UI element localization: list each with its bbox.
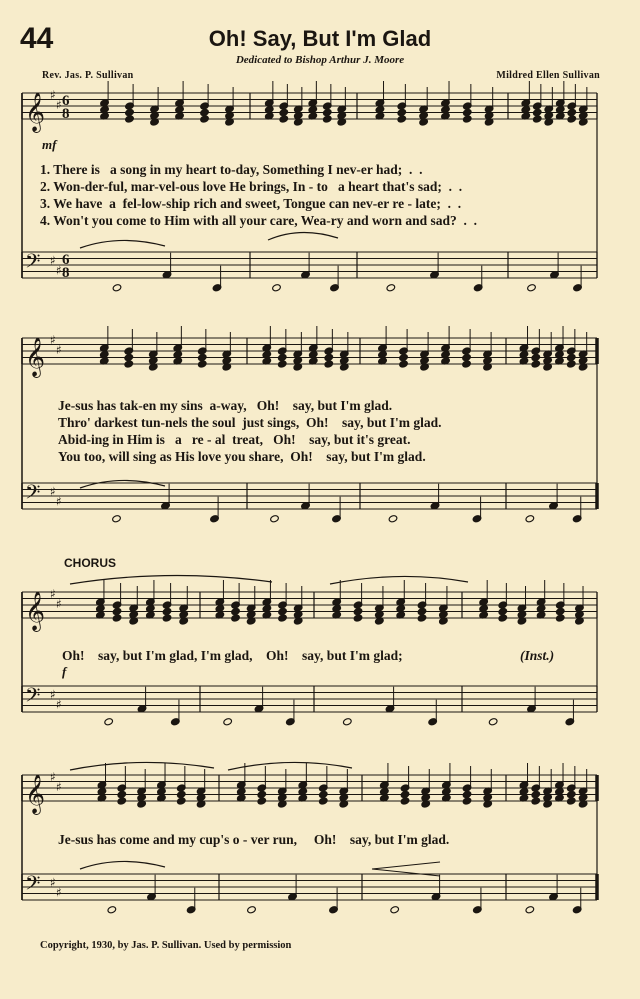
notehead	[390, 906, 400, 914]
slur	[80, 861, 165, 869]
sharp-icon: ♯	[50, 770, 56, 784]
notehead	[525, 515, 535, 523]
verse-2-line-1: 2. Won-der-ful, mar-vel-ous love He brings, In - to a heart that's sad; . .	[40, 179, 463, 194]
notehead	[247, 906, 257, 914]
time-signature-bottom: 8	[62, 106, 70, 122]
hymn-title: Oh! Say, But I'm Glad	[208, 26, 432, 51]
time-signature-top: 6	[62, 252, 70, 268]
slur	[70, 575, 272, 584]
notehead	[388, 515, 398, 523]
sharp-icon: ♯	[50, 88, 56, 102]
verse-3-line-1: 3. We have a fel-low-ship rich and sweet, Tongue can nev-er re - late; . .	[40, 196, 462, 211]
sharp-icon: ♯	[56, 779, 62, 794]
decrescendo-hairpin	[372, 862, 440, 869]
treble-clef-icon: 𝄞	[25, 337, 46, 377]
sharp-icon: ♯	[56, 885, 62, 900]
chorus-inst-marking: (Inst.)	[520, 648, 555, 663]
notehead	[343, 718, 353, 726]
sharp-icon: ♯	[50, 875, 56, 890]
notehead	[488, 718, 498, 726]
notehead	[386, 284, 396, 292]
verse-3-line-2: Abid-ing in Him is a re - al treat, Oh! say, but it's great.	[58, 432, 411, 447]
decrescendo-hairpin	[372, 869, 440, 876]
sharp-icon: ♯	[50, 587, 56, 601]
notehead	[527, 284, 537, 292]
bass-clef-icon: 𝄢	[25, 683, 41, 712]
sharp-icon: ♯	[56, 596, 62, 611]
treble-clef-icon: 𝄞	[25, 774, 46, 814]
sharp-icon: ♯	[56, 263, 62, 278]
slur	[70, 762, 214, 770]
sharp-icon: ♯	[50, 333, 56, 347]
notehead	[104, 718, 114, 726]
treble-clef-icon: 𝄞	[25, 92, 46, 132]
notehead	[223, 718, 233, 726]
chorus-line-2: Je-sus has come and my cup's o - ver run, Oh! say, but I'm glad.	[58, 832, 450, 847]
verse-2-line-2: Thro' darkest tun-nels the soul just sings, Oh! say, but I'm glad.	[58, 415, 442, 430]
sharp-icon: ♯	[50, 687, 56, 702]
sharp-icon: ♯	[56, 697, 62, 712]
sharp-icon: ♯	[50, 253, 56, 268]
notehead	[107, 906, 117, 914]
dynamic-mf: mf	[42, 137, 57, 152]
hymn-number: 44	[20, 22, 54, 55]
dynamic-f: f	[62, 664, 67, 679]
author-credit: Rev. Jas. P. Sullivan	[42, 70, 134, 81]
composer-credit: Mildred Ellen Sullivan	[496, 70, 600, 81]
sharp-icon: ♯	[50, 484, 56, 499]
sharp-icon: ♯	[56, 97, 62, 112]
notehead	[112, 515, 122, 523]
time-signature-top: 6	[62, 93, 70, 109]
verse-1-line-2: Je-sus has tak-en my sins a-way, Oh! say, but I'm glad.	[58, 398, 393, 413]
dedication: Dedicated to Bishop Arthur J. Moore	[235, 54, 405, 66]
time-signature-bottom: 8	[62, 265, 70, 281]
copyright-notice: Copyright, 1930, by Jas. P. Sullivan. Used by permission	[40, 940, 292, 951]
notehead	[270, 515, 280, 523]
chorus-line-1: Oh! say, but I'm glad, I'm glad, Oh! say, but I'm glad;	[62, 648, 403, 663]
sharp-icon: ♯	[56, 342, 62, 357]
sharp-icon: ♯	[56, 494, 62, 509]
chorus-label: CHORUS	[64, 556, 117, 570]
slur	[330, 576, 468, 584]
notehead	[272, 284, 282, 292]
bass-clef-icon: 𝄢	[25, 249, 41, 278]
treble-clef-icon: 𝄞	[25, 591, 46, 631]
slur	[80, 240, 165, 248]
verse-1-line-1: 1. There is a song in my heart to-day, Something I nev-er had; . .	[40, 162, 423, 177]
notehead	[112, 284, 122, 292]
bass-clef-icon: 𝄢	[25, 871, 41, 900]
notehead	[525, 906, 535, 914]
slur	[228, 762, 352, 770]
verse-4-line-1: 4. Won't you come to Him with all your care, Wea-ry and worn and sad? . .	[40, 213, 478, 228]
verse-4-line-2: You too, will sing as His love you share, Oh! say, but I'm glad.	[58, 449, 426, 464]
slur	[80, 480, 165, 488]
bass-clef-icon: 𝄢	[25, 480, 41, 509]
slur	[268, 232, 338, 240]
